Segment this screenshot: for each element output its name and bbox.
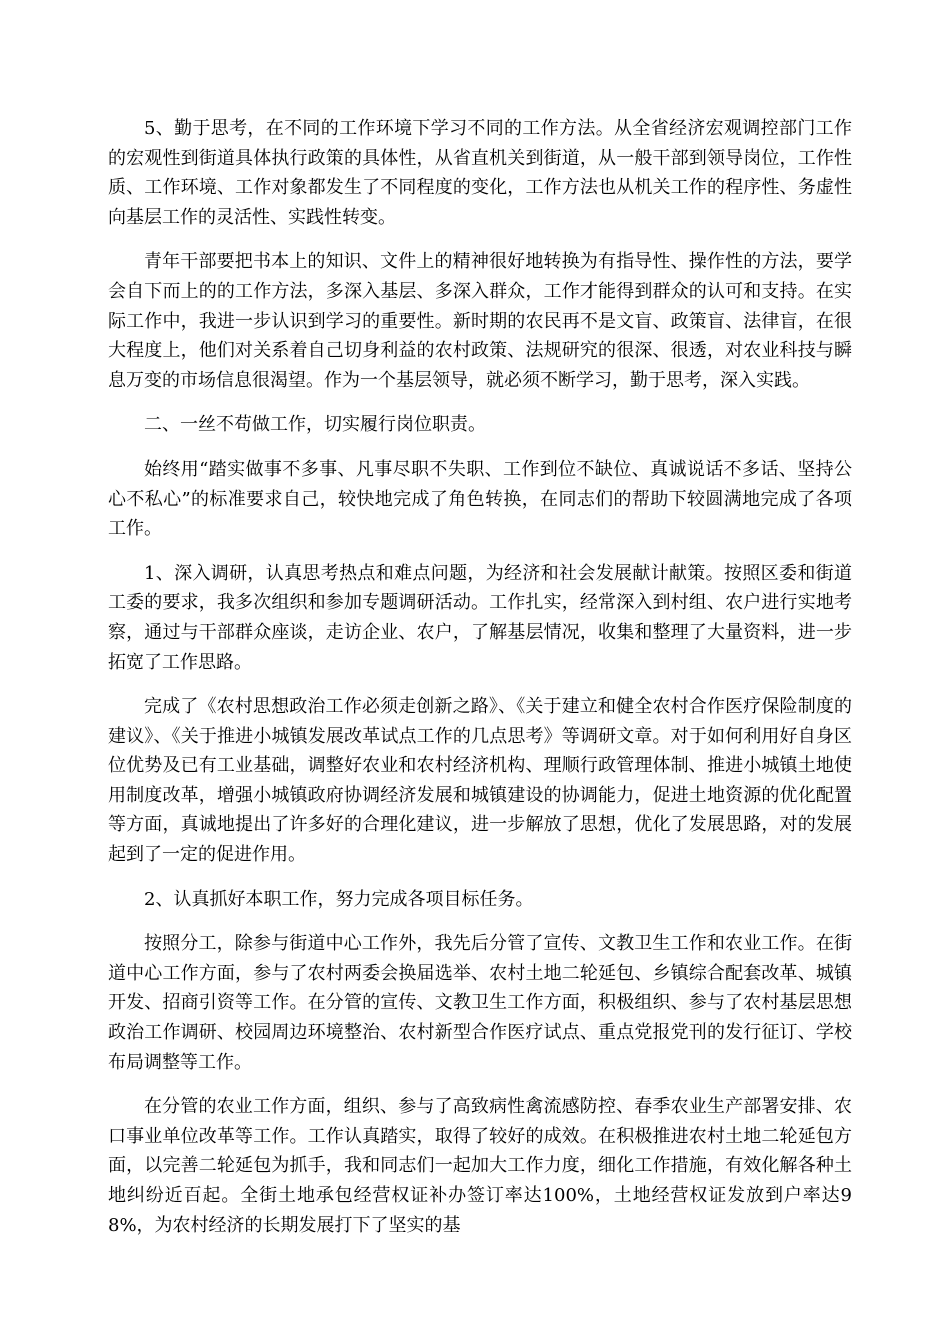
paragraph-1: 5、勤于思考，在不同的工作环境下学习不同的工作方法。从全省经济宏观调控部门工作的宏观性到街道具体执行政策的具体性，从省直机关到街道，从一般干部到领导岗位，工作性质、工作环境、工作对象都发生了不同程度的变化，工作方法也从机关工作的程序性、务虚性向基层工作的灵活性、实践性转变。 [108,118,852,228]
paragraph-6: 按照分工，除参与街道中心工作外，我先后分管了宣传、文教卫生工作和农业工作。在街道中心工作方面，参与了农村两委会换届选举、农村土地二轮延包、乡镇综合配套改革、城镇开发、招商引资等工作。在分管的宣传、文教卫生工作方面，积极组织、参与了农村基层思想政治工作调研、校园周边环境整治、农村新型合作医疗试点、重点党报党刊的发行征订、学校布局调整等工作。 [108,933,852,1073]
paragraph-5: 完成了《农村思想政治工作必须走创新之路》、《关于建立和健全农村合作医疗保险制度的建议》、《关于推进小城镇发展改革试点工作的几点思考》等调研文章。对于如何利用好自身区位优势及已有工业基础，调整好农业和农村经济机构、理顺行政管理体制、推进小城镇土地使用制度改革，增强小城镇政府协调经济发展和城镇建设的协调能力，促进土地资源的优化配置等方面，真诚地提出了许多好的合理化建议，进一步解放了思想，优化了发展思路，对的发展起到了一定的促进作用。 [108,696,852,866]
section-heading: 二、一丝不苟做工作，切实履行岗位职责。 [144,414,486,436]
paragraph-2: 青年干部要把书本上的知识、文件上的精神很好地转换为有指导性、操作性的方法，要学会自下而上的的工作方法，多深入基层、多深入群众，工作才能得到群众的认可和支持。在实际工作中，我进一步认识到学习的重要性。新时期的农民再不是文盲、政策盲、法律盲，在很大程度上，他们对关系着自己切身利益的农村政策、法规研究的很深、很透，对农业科技与瞬息万变的市场信息很渴望。作为一个基层领导，就必须不断学习，勤于思考，深入实践。 [108,251,852,391]
subsection-heading: 2、认真抓好本职工作，努力完成各项目标任务。 [144,888,534,910]
paragraph-4: 1、深入调研，认真思考热点和难点问题，为经济和社会发展献计献策。按照区委和街道工委的要求，我多次组织和参加专题调研活动。工作扎实，经常深入到村组、农户进行实地考察，通过与干部群众座谈，走访企业、农户，了解基层情况，收集和整理了大量资料，进一步拓宽了工作思路。 [108,562,852,673]
paragraph-7: 在分管的农业工作方面，组织、参与了高致病性禽流感防控、春季农业生产部署安排、农口事业单位改革等工作。工作认真踏实，取得了较好的成效。在积极推进农村土地二轮延包方面，以完善二轮延包为抓手，我和同志们一起加大工作力度，细化工作措施，有效化解各种土地纠纷近百起。全街土地承包经营权证补办签订率达100%，土地经营权证发放到户率达98%，为农村经济的长期发展打下了坚实的基 [108,1096,852,1236]
document-body [108,114,852,1255]
paragraph-3: 始终用“踏实做事不多事、凡事尽职不失职、工作到位不缺位、真诚说话不多话、坚持公心不私心”的标准要求自己，较快地完成了角色转换，在同志们的帮助下较圆满地完成了各项工作。 [108,458,852,540]
